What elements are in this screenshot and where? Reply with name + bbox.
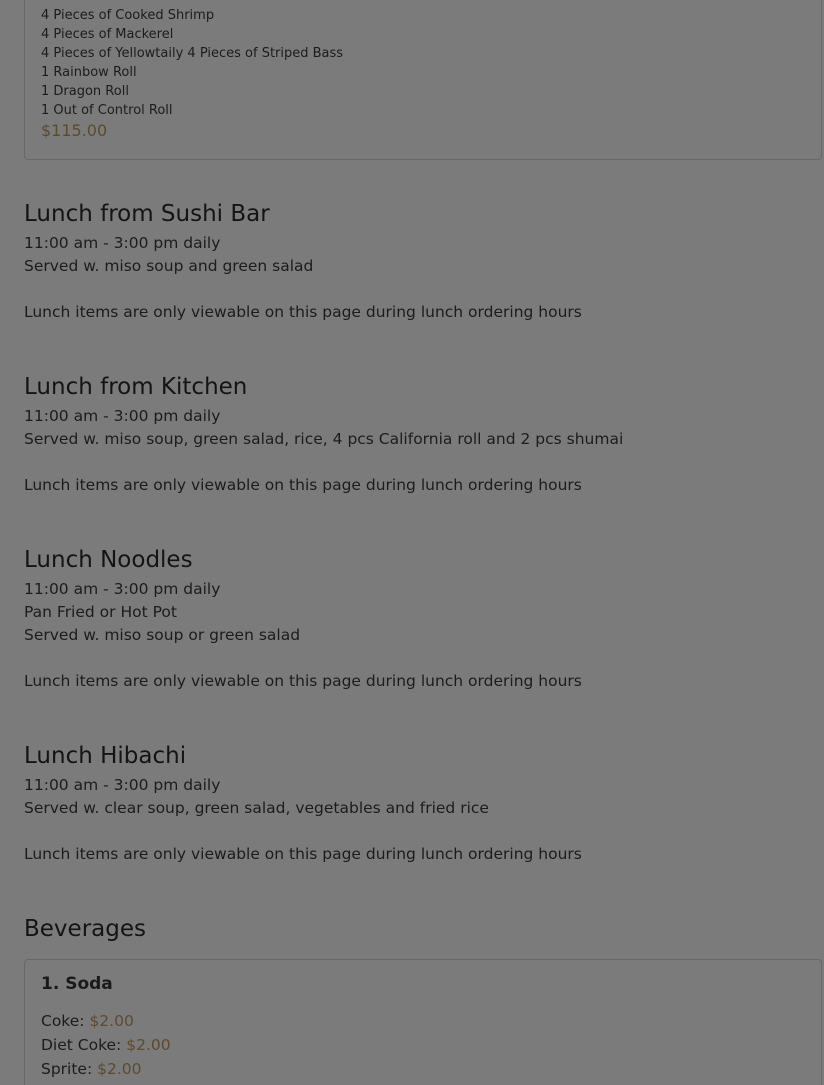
section-lunch-kitchen: [24, 372, 824, 497]
beverage-option-price: $2.00: [126, 1036, 171, 1054]
combo-item-line: 1 Dragon Roll: [41, 84, 129, 99]
combo-item-line: 4 Pieces of Yellowtaily 4 Pieces of Striped Bass: [41, 46, 344, 61]
lunch-availability-note: Lunch items are only viewable on this page during lunch ordering hours: [24, 672, 582, 690]
section-description: Served w. miso soup or green salad: [24, 626, 301, 644]
section-lunch-sushi-bar: [24, 199, 824, 324]
section-hours: 11:00 am - 3:00 pm daily: [24, 580, 221, 598]
section-description: Served w. clear soup, green salad, vegetables and fried rice: [24, 799, 489, 817]
section-hours: 11:00 am - 3:00 pm daily: [24, 234, 221, 252]
section-description: Pan Fried or Hot Pot: [24, 603, 177, 621]
beverage-item-card[interactable]: [24, 959, 822, 1085]
combo-item-line: 4 Pieces of Mackerel: [41, 27, 174, 42]
section-title: Lunch Hibachi: [24, 743, 187, 769]
lunch-availability-note: Lunch items are only viewable on this page during lunch ordering hours: [24, 303, 582, 321]
beverage-option-price: $2.00: [89, 1012, 134, 1030]
section-description: Served w. miso soup and green salad: [24, 257, 314, 275]
combo-item-line: 1 Rainbow Roll: [41, 65, 137, 80]
section-title: Beverages: [24, 916, 146, 942]
section-lunch-hibachi: [24, 741, 824, 866]
lunch-availability-note: Lunch items are only viewable on this page during lunch ordering hours: [24, 476, 582, 494]
beverage-option-name: Sprite:: [41, 1060, 93, 1078]
section-lunch-noodles: [24, 545, 824, 693]
beverage-option: [41, 1057, 142, 1081]
section-title: Lunch from Sushi Bar: [24, 201, 270, 227]
section-hours: 11:00 am - 3:00 pm daily: [24, 407, 221, 425]
combo-item-card[interactable]: [24, 0, 822, 160]
section-title: Lunch from Kitchen: [24, 374, 248, 400]
section-title: Lunch Noodles: [24, 547, 193, 573]
lunch-availability-note: Lunch items are only viewable on this page during lunch ordering hours: [24, 845, 582, 863]
beverage-item-title: 1. Soda: [41, 974, 113, 994]
beverage-option: [41, 1033, 171, 1057]
beverage-option: [41, 1009, 134, 1033]
combo-item-line: 1 Out of Control Roll: [41, 103, 173, 118]
combo-price: $115.00: [41, 121, 108, 140]
section-beverages: [24, 914, 824, 944]
section-hours: 11:00 am - 3:00 pm daily: [24, 776, 221, 794]
combo-item-line: 4 Pieces of Cooked Shrimp: [41, 8, 215, 23]
beverage-option-name: Coke:: [41, 1012, 85, 1030]
beverage-option-name: Diet Coke:: [41, 1036, 122, 1054]
beverage-option-price: $2.00: [97, 1060, 142, 1078]
section-description: Served w. miso soup, green salad, rice, 4 pcs California roll and 2 pcs shumai: [24, 430, 624, 448]
